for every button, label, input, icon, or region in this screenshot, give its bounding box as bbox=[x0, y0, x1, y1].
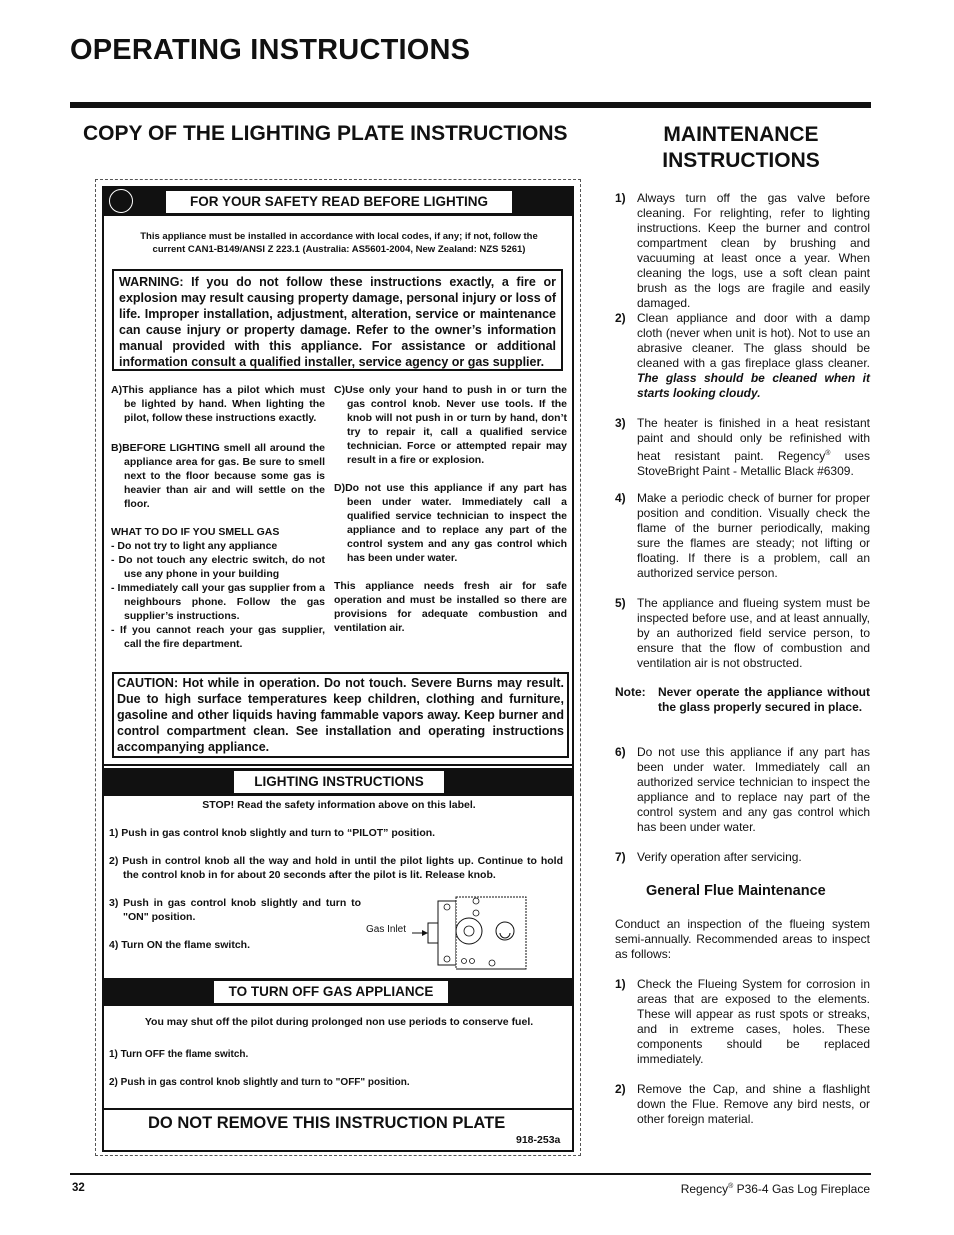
footer-product-name: P36-4 Gas Log Fireplace bbox=[733, 1182, 870, 1196]
item-number: 5) bbox=[615, 596, 626, 610]
smell-item: - If you cannot reach your gas supplier, call the fire department. bbox=[111, 624, 325, 650]
top-rule bbox=[70, 102, 871, 108]
item-text: Check the Flueing System for corrosion in areas that are exposed to the elements. These will appear as rust spots or streaks, and in extreme cases, holes. These components should be replaced immediately. bbox=[637, 977, 870, 1066]
plate-item-d: D)Do not use this appliance if any part has been under water. Immediately call a qualified service technician to inspect the appliance and to replace any part of the control system and any gas control which has been under water. bbox=[334, 482, 567, 564]
flue-item bbox=[615, 977, 870, 1067]
plate-col-left bbox=[111, 383, 325, 651]
stop-line: STOP! Read the safety information above on this label. bbox=[202, 799, 476, 811]
maintenance-item bbox=[615, 416, 870, 479]
item-text-b: uses StoveBright Paint - Metallic Black #6309. bbox=[637, 449, 870, 478]
item-text: The appliance and flueing system must be inspected before use, and at least annually, by an authorized field service person, to ensure that the flow of combustion and ventilation air is not obstructed. bbox=[637, 596, 870, 670]
lighting-plate-heading: COPY OF THE LIGHTING PLATE INSTRUCTIONS bbox=[83, 122, 568, 145]
item-text: Remove the Cap, and shine a flashlight down the Flue. Remove any bird nests, or other foreign material. bbox=[637, 1082, 870, 1126]
lighting-bar bbox=[104, 768, 572, 796]
reg-mark: ® bbox=[825, 450, 831, 457]
safety-bar bbox=[104, 188, 572, 216]
smell-item: - Do not try to light any appliance bbox=[111, 540, 278, 552]
lighting-step: 4) Turn ON the flame switch. bbox=[109, 939, 250, 951]
safety-bar-label: FOR YOUR SAFETY READ BEFORE LIGHTING bbox=[166, 191, 512, 213]
gas-valve-diagram-icon bbox=[412, 893, 528, 973]
item-number: 7) bbox=[615, 850, 626, 864]
do-not-remove-notice: DO NOT REMOVE THIS INSTRUCTION PLATE bbox=[148, 1114, 506, 1132]
note-text: Never operate the appliance without the glass properly secured in place. bbox=[658, 685, 870, 714]
maintenance-item bbox=[615, 491, 870, 581]
smell-item: - Immediately call your gas supplier from a neighbours phone. Follow the gas supplier’s instructions. bbox=[111, 582, 325, 622]
lighting-step: 1) Push in gas control knob slightly and turn to “PILOT” position. bbox=[109, 827, 436, 839]
plate-divider bbox=[104, 764, 572, 766]
safety-circle-icon bbox=[109, 189, 133, 213]
item-text: Do not use this appliance if any part has been under water. Immediately call an authorized service technician to inspect the appliance and to replace nay part of the control system and any gas control which has been under water. bbox=[637, 745, 870, 834]
note-block bbox=[615, 685, 870, 715]
footer-product bbox=[672, 1182, 870, 1196]
footer-brand: Regency bbox=[680, 1182, 729, 1196]
maintenance-item bbox=[615, 745, 870, 835]
turn-off-step: 2) Push in gas control knob slightly and turn to "OFF" position. bbox=[109, 1077, 410, 1088]
plate-col-right bbox=[334, 383, 567, 635]
note-label: Note: bbox=[615, 685, 646, 699]
plate-intro bbox=[110, 230, 568, 256]
item-text-emphasis: The glass should be cleaned when it starts looking cloudy. bbox=[637, 371, 870, 400]
item-text: Always turn off the gas valve before cleaning. For relighting, refer to lighting instructions. Keep the burner and control compartment clean by brushing and vacuuming at least once a year. When cleaning the logs, use a soft clean paint brush as the logs are fragile and easily damaged. bbox=[637, 191, 870, 310]
caution-box: CAUTION: Hot while in operation. Do not touch. Severe Burns may result. Due to high surface temperatures keep children, clothing and furniture, gasoline and other liquids having fammable vapors away. Keep burner and control compartment clean. See installation and operating instructions accompanying appliance. bbox=[112, 672, 569, 758]
gas-inlet-label: Gas Inlet bbox=[366, 924, 407, 935]
footer-reg-mark: ® bbox=[728, 1183, 734, 1190]
item-number: 1) bbox=[615, 977, 626, 991]
plate-intro-line2: current CAN1-B149/ANSI Z 223.1 (Australia: AS5601-2004, New Zealand: NZS 5261) bbox=[152, 244, 526, 255]
lighting-step: 2) Push in control knob all the way and hold in until the pilot lights up. Continue to hold the control knob in for about 20 seconds after the pilot is lit. Release knob. bbox=[109, 855, 563, 881]
plate-code: 918-253a bbox=[516, 1134, 561, 1146]
page-title: OPERATING INSTRUCTIONS bbox=[70, 34, 471, 66]
smell-item: - Do not touch any electric switch, do not use any phone in your building bbox=[111, 554, 325, 580]
item-text bbox=[637, 416, 870, 479]
bottom-rule bbox=[70, 1173, 871, 1175]
maintenance-item bbox=[615, 850, 870, 865]
item-text: Verify operation after servicing. bbox=[637, 850, 802, 864]
maintenance-heading-line1: MAINTENANCE bbox=[663, 123, 819, 146]
warning-box: WARNING: If you do not follow these instructions exactly, a fire or explosion may result causing property damage, personal injury or loss of life. Improper installation, adjustment, alteration, service or maintenance can cause injury or property damage. Refer to the owner’s information manual provided with this appliance. For assistance or additional information consult a qualified installer, service agency or gas supplier. bbox=[112, 269, 563, 371]
item-number: 2) bbox=[615, 1082, 626, 1096]
maintenance-item bbox=[615, 596, 870, 671]
item-number: 3) bbox=[615, 416, 626, 430]
maintenance-heading bbox=[612, 122, 870, 174]
plate-bottom-rule bbox=[104, 1108, 572, 1110]
maintenance-item bbox=[615, 191, 870, 311]
item-number: 6) bbox=[615, 745, 626, 759]
item-text: Make a periodic check of burner for proper position and condition. Visually check the flame of the burner periodically, making sure the flames are steady; not lifting or floating. If there is a problem, call an authorized service person. bbox=[637, 491, 870, 580]
plate-item-b: B)BEFORE LIGHTING smell all around the appliance area for gas. Be sure to smell next to the floor because some gas is heavier than air and will settle on the floor. bbox=[111, 442, 325, 510]
plate-item-c: C)Use only your hand to push in or turn the gas control knob. Never use tools. If the knob will not push in or turn by hand, don’t try to repair it, call a qualified service technician. Force or attempted repair may result in a fire or explosion. bbox=[334, 384, 567, 466]
lighting-bar-label: LIGHTING INSTRUCTIONS bbox=[234, 771, 444, 793]
turn-off-bar-label: TO TURN OFF GAS APPLIANCE bbox=[214, 981, 448, 1003]
item-number: 4) bbox=[615, 491, 626, 505]
plate-item-a: A)This appliance has a pilot which must be lighted by hand. When lighting the pilot, follow these instructions exactly. bbox=[111, 384, 325, 424]
item-text-a: The heater is finished in a heat resistant paint and should only be refinished with heat resistant paint. Regency bbox=[637, 416, 870, 463]
smell-gas-heading: WHAT TO DO IF YOU SMELL GAS bbox=[111, 526, 280, 538]
shutoff-line: You may shut off the pilot during prolonged non use periods to conserve fuel. bbox=[144, 1016, 534, 1028]
lighting-step: 3) Push in gas control knob slightly and turn to "ON" position. bbox=[109, 897, 361, 923]
item-number: 1) bbox=[615, 191, 626, 205]
turn-off-bar bbox=[104, 978, 572, 1006]
turn-off-steps bbox=[109, 1048, 563, 1090]
maintenance-item bbox=[615, 311, 870, 401]
flue-maintenance-heading: General Flue Maintenance bbox=[646, 883, 826, 899]
item-number: 2) bbox=[615, 311, 626, 325]
flue-intro: Conduct an inspection of the flueing system semi-annually. Recommended areas to inspect as follows: bbox=[615, 917, 870, 961]
item-text-main: Clean appliance and door with a damp cloth (never when unit is hot). Not to use an abrasive cleaner. The glass should be cleaned with a gas fireplace glass cleaner. bbox=[637, 311, 870, 370]
flue-item bbox=[615, 1082, 870, 1127]
plate-intro-line1: This appliance must be installed in accordance with local codes, if any; if not, follow the bbox=[140, 231, 538, 242]
item-text bbox=[637, 311, 870, 401]
lighting-plate bbox=[102, 186, 574, 1152]
fresh-air-text: This appliance needs fresh air for safe operation and must be installed so there are provisions for adequate combustion and ventilation air. bbox=[334, 580, 567, 634]
page-number: 32 bbox=[72, 1182, 85, 1194]
turn-off-step: 1) Turn OFF the flame switch. bbox=[109, 1049, 249, 1060]
maintenance-heading-line2: INSTRUCTIONS bbox=[662, 149, 820, 172]
